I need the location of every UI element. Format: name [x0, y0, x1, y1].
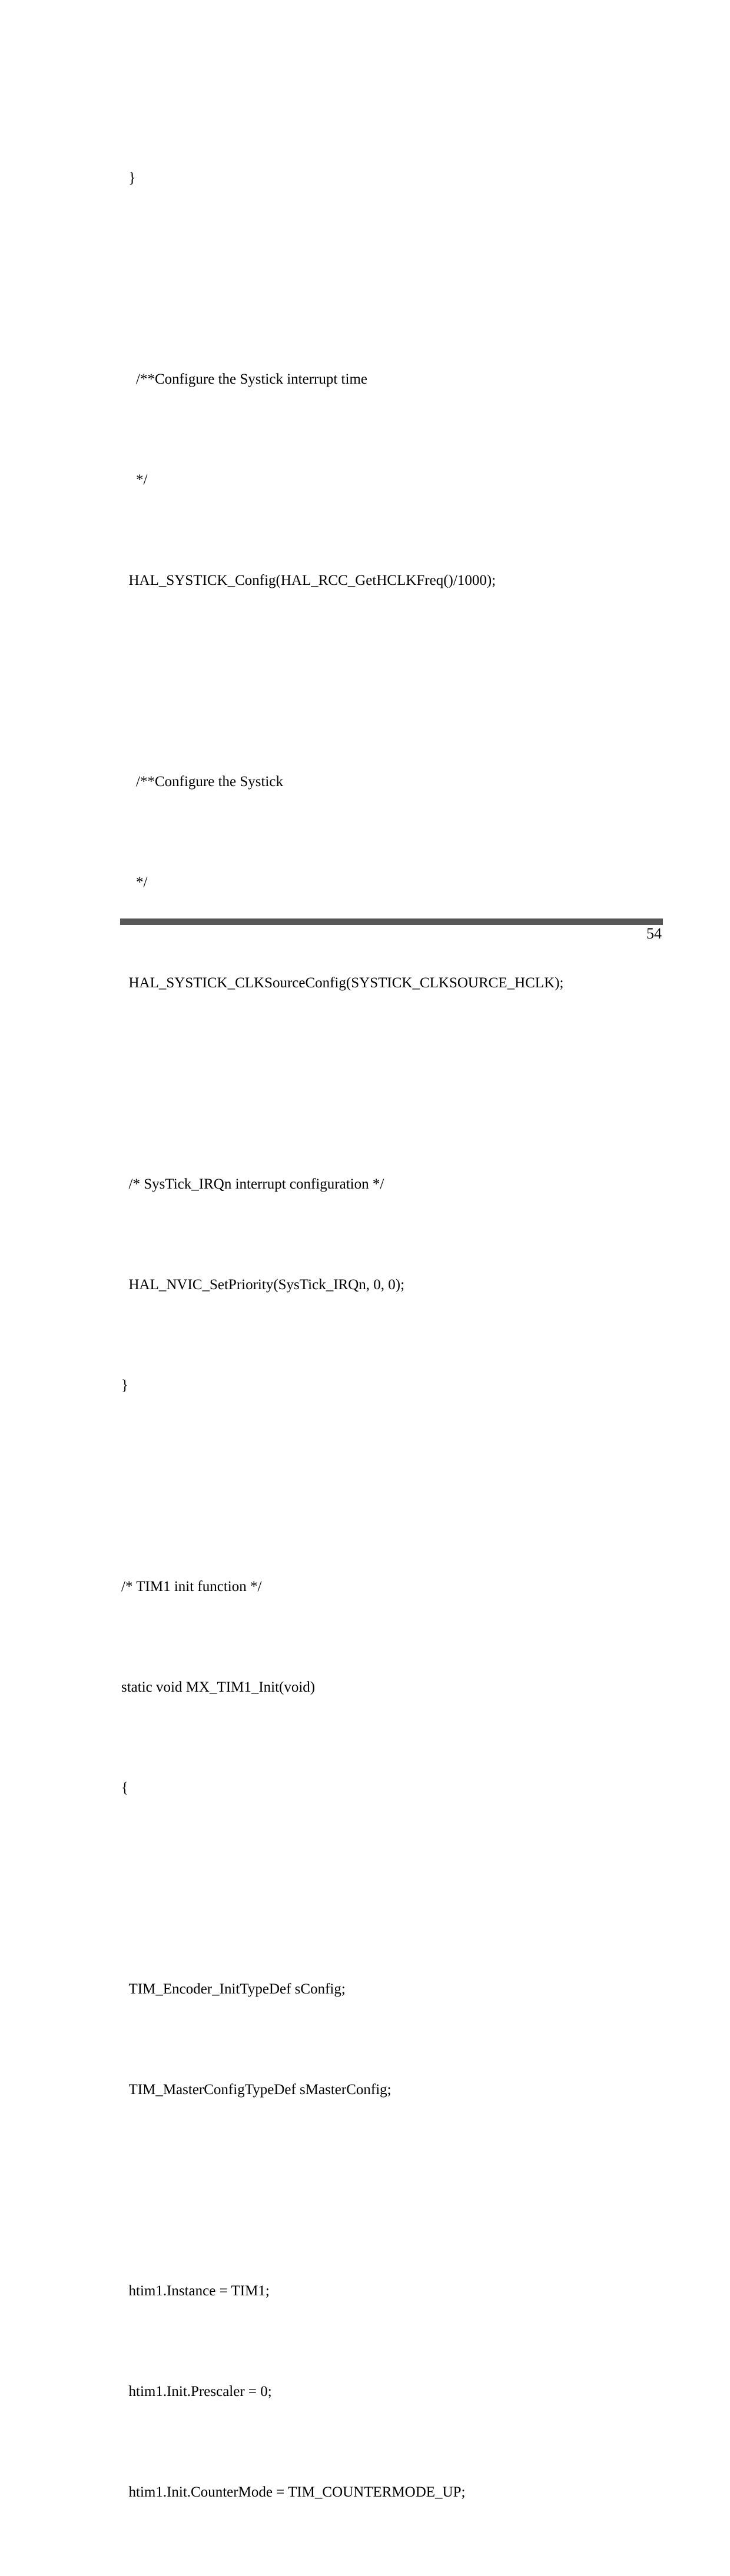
footer-divider-bar: [120, 918, 663, 925]
code-line: {: [121, 1780, 128, 1796]
code-line: }: [121, 170, 136, 186]
code-line: [121, 664, 698, 698]
code-line: HAL_SYSTICK_Config(HAL_RCC_GetHCLKFreq()/1000);: [121, 573, 496, 588]
code-line: [121, 1067, 698, 1100]
code-line: /**Configure the Systick interrupt time: [121, 371, 367, 387]
code-line: HAL_SYSTICK_CLKSourceConfig(SYSTICK_CLKSOURCE_HCLK);: [121, 975, 564, 991]
code-line: TIM_Encoder_InitTypeDef sConfig;: [121, 1981, 346, 1997]
code-line: [121, 2174, 698, 2207]
page-number: 54: [646, 925, 662, 942]
code-line: [121, 262, 698, 295]
code-line: /**Configure the Systick: [121, 774, 283, 790]
code-line: static void MX_TIM1_Init(void): [121, 1679, 316, 1695]
code-line: /* TIM1 init function */: [121, 1579, 262, 1595]
code-line: }: [121, 1377, 128, 1393]
code-line: HAL_NVIC_SetPriority(SysTick_IRQn, 0, 0);: [121, 1277, 405, 1293]
code-line: htim1.Init.CounterMode = TIM_COUNTERMODE_UP;: [121, 2484, 466, 2500]
code-line: [121, 1469, 698, 1503]
code-block: [121, 94, 698, 2576]
code-line: htim1.Instance = TIM1;: [121, 2283, 270, 2299]
code-line: */: [121, 472, 148, 488]
code-line: htim1.Init.Prescaler = 0;: [121, 2384, 272, 2399]
code-line: TIM_MasterConfigTypeDef sMasterConfig;: [121, 2082, 391, 2098]
code-line: */: [121, 874, 148, 890]
code-line: [121, 1872, 698, 1905]
code-line: /* SysTick_IRQn interrupt configuration */: [121, 1176, 384, 1192]
